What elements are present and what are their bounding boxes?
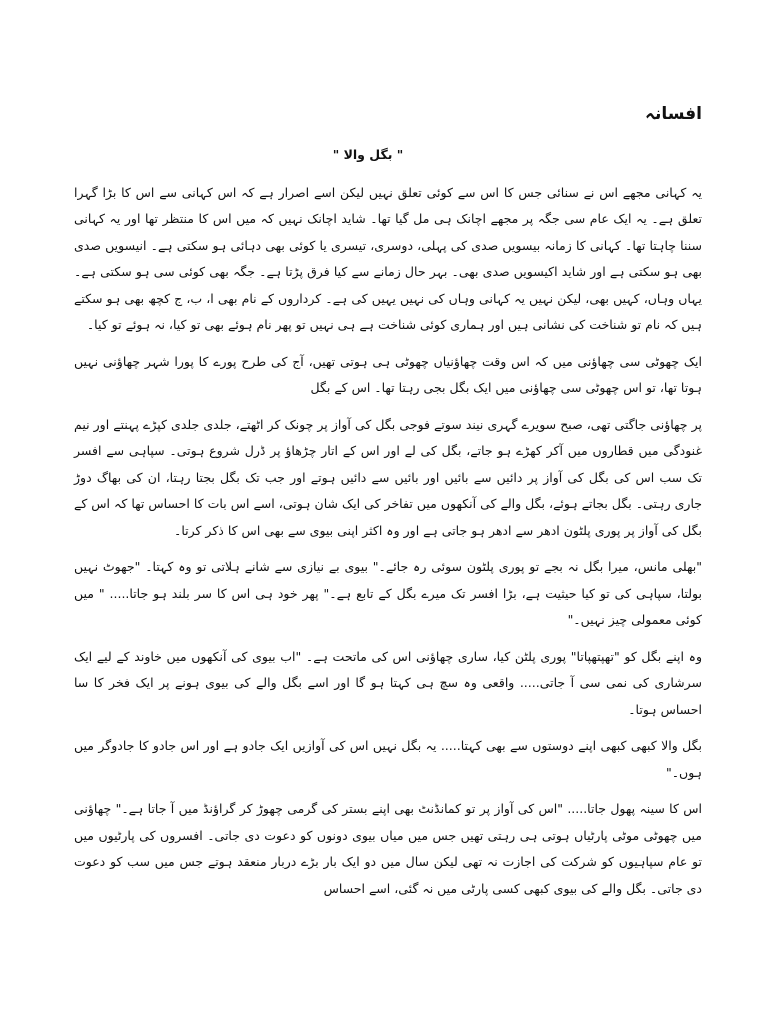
paragraph: "بھلی مانس، میرا بگل نہ بجے تو پوری پلٹون سوئی رہ جائے۔" بیوی بے نیازی سے شانے ہلاتی تو وہ کہتا۔ "جھوٹ نہیں بولتا، سپاہی کی تو کیا حیثیت ہے، بڑا افسر تک میرے بگل کے تابع ہے۔" پھر خود ہی اس کا سر بلند ہو جاتا..... " میں کوئی معمولی چیز نہیں۔" xyxy=(74,559,702,628)
paragraph: بگل والا کبھی کبھی اپنے دوستوں سے بھی کہتا..... یہ بگل نہیں اس کی آوازیں ایک جادو ہے اور اس جادو کا جادوگر میں ہوں۔" xyxy=(74,738,702,780)
paragraph: ایک چھوٹی سی چھاؤنی میں کہ اس وقت چھاؤنیاں چھوٹی ہی ہوتی تھیں، آج کی طرح پورے کا پورا شہر چھاؤنی نہیں ہوتا تھا، تو اس چھوٹی سی چھاؤنی میں ایک بگل بجی رہتا تھا۔ اس کے بگل xyxy=(74,353,702,396)
story-title: " بگل والا " xyxy=(332,147,404,163)
paragraph: وہ اپنے بگل کو "تھپتھپاتا" پوری پلٹن کیا، ساری چھاؤنی اس کی ماتحت ہے۔ "اب بیوی کی آنکھوں میں خاوند کے لیے ایک سرشاری کی نمی سی آ جاتی..... واقعی وہ سچ ہی کہتا ہو گا اور اسے بگل والے کی بیوی ہونے پر ایک فخر کا سا احساس ہوتا۔ xyxy=(74,648,702,717)
paragraph: یہ کہانی مجھے اس نے سنائی جس کا اس سے کوئی تعلق نہیں لیکن اسے اصرار ہے کہ اس کہانی سے اس کا بڑا گہرا تعلق ہے۔ یہ ایک عام سی جگہ پر مجھے اچانک ہی مل گیا تھا۔ شاید اچانک نہیں کہ میں اس کا منتظر تھا اور یہ کہانی سننا چاہتا تھا۔ کہانی کا زمانہ بیسویں صدی کی پہلی، دوسری، تیسری یا کوئی بھی دہائی ہو سکتی ہے۔ انیسویں صدی بھی ہو سکتی ہے اور شاید اکیسویں صدی بھی۔ بہر حال زمانے سے کیا فرق پڑتا ہے۔ جگہ بھی کوئی سی ہو سکتی ہے۔ یہاں وہاں، کہیں بھی، لیکن نہیں یہ کہانی وہاں کی نہیں یہیں کی ہے۔ کرداروں کے نام بھی ا، ب، ج کچھ بھی ہو سکتے ہیں کہ نام تو شناخت کی نشانی ہیں اور ہماری کوئی شناخت ہے ہی نہیں تو پھر نام ہوئے بھی تو کیا، نہ ہوئے تو کیا۔ xyxy=(74,184,702,333)
paragraph: اس کا سینہ پھول جاتا..... "اس کی آواز پر تو کمانڈنٹ بھی اپنے بستر کی گرمی چھوڑ کر گراؤنڈ میں آ جاتا ہے۔" چھاؤنی میں چھوٹی موٹی پارٹیاں ہوتی ہی رہتی تھیں جس میں میاں بیوی دونوں کو دعوت دی جاتی۔ افسروں کی پارٹیوں میں تو عام سپاہیوں کو شرکت کی اجازت نہ تھی لیکن سال میں دو ایک بار بڑے دربار منعقد ہوتے جس میں سب کو دعوت دی جاتی۔ بگل والے کی بیوی کبھی کسی پارٹی میں نہ گئی، اسے احساس xyxy=(74,801,702,896)
document-heading: افسانہ xyxy=(645,104,702,124)
paragraph: پر چھاؤنی جاگتی تھی، صبح سویرے گہری نیند سوتے فوجی بگل کی آواز پر چونک کر اٹھتے، جلدی جلدی کپڑے پہنتے اور نیم غنودگی میں قطاروں میں آکر کھڑے ہو جاتے، بگل کی لے اور اس کے اتار چڑھاؤ پر ڈرل شروع ہوتی۔ سپاہی سے افسر تک سب اس کی بگل کی آواز پر دائیں سے بائیں اور بائیں سے دائیں ہوتے اور جب تک بگل بجتا رہتا، ان کی بھاگ دوڑ جاری رہتی۔ بگل بجاتے ہوئے، بگل والے کی آنکھوں میں تفاخر کی ایک شان ہوتی، اسے اس بات کا احساس تھا کہ اس کے بگل کی آواز پر پوری پلٹون ادھر سے ادھر ہو جاتی ہے اور وہ اکثر اپنی بیوی سے بھی اس کا ذکر کرتا۔ xyxy=(74,416,702,538)
